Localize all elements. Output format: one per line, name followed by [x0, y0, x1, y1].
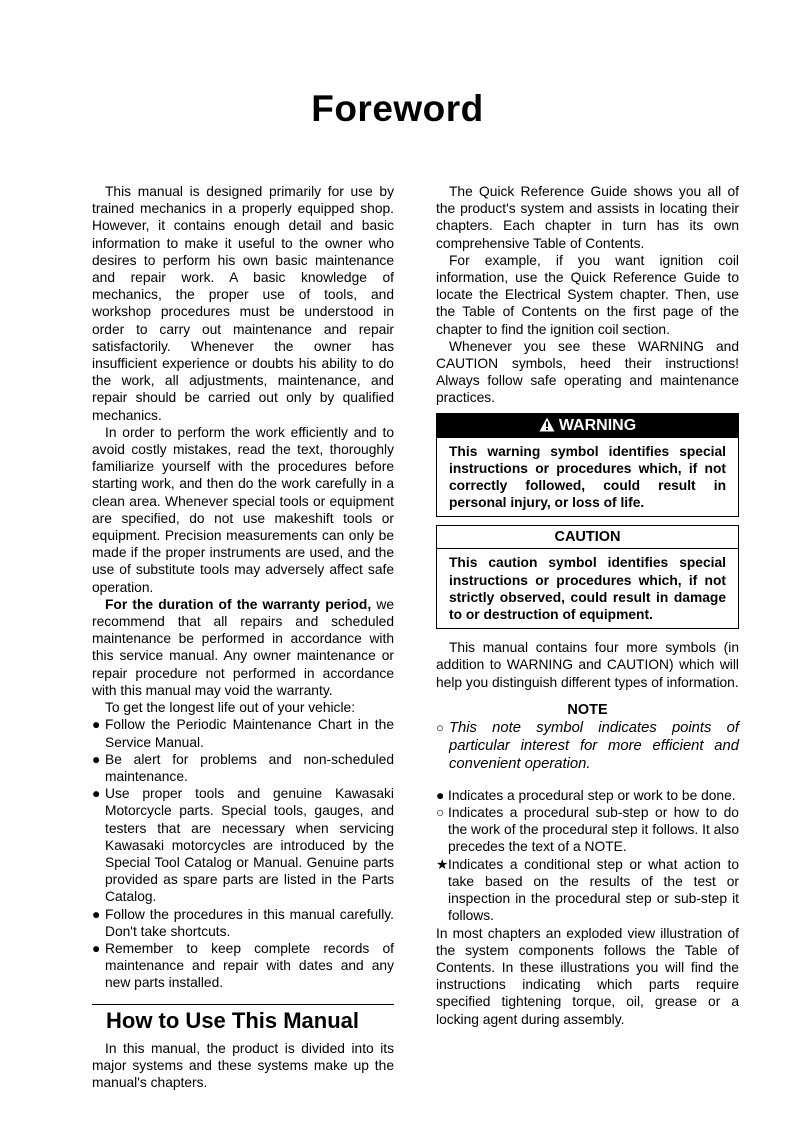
note-title: NOTE	[567, 701, 608, 718]
example-paragraph: For example, if you want ignition coil information, use the Quick Reference Guide to locate the Electrical System chapter. Then, use the Table of Contents on the first page of the chapter to find the ignition coil section.	[436, 252, 739, 337]
circle-icon: ○	[436, 805, 445, 821]
page-title: Foreword	[311, 88, 484, 129]
circle-icon: ○	[436, 719, 444, 735]
four-symbols-paragraph: This manual contains four more symbols (in addition to WARNING and CAUTION) which will help you distinguish different types of information.	[436, 640, 739, 690]
bullet-icon: ●	[92, 751, 101, 767]
list-item-text: Be alert for problems and non-scheduled maintenance.	[105, 751, 394, 784]
section-paragraph: In this manual, the product is divided into its major systems and these systems make up the manual's chapters.	[92, 1040, 394, 1090]
list-item-text: Follow the Periodic Maintenance Chart in the Service Manual.	[105, 717, 394, 750]
quick-reference-paragraph: The Quick Reference Guide shows you all of the product's system and assists in locating their chapters. Each chapter in turn has its own comprehensive Table of Contents.	[436, 184, 739, 251]
warranty-bold-text: For the duration of the warranty period,	[105, 596, 372, 612]
warranty-paragraph	[92, 596, 394, 699]
bullet-icon: ●	[92, 940, 101, 956]
exploded-view-paragraph: In most chapters an exploded view illustration of the system components follows the Table of Contents. In these illustrations you will find the instructions indicating which parts require specified tightening torque, oil, grease or a locking agent during assembly.	[436, 925, 739, 1027]
left-column	[92, 183, 394, 1091]
list-item	[92, 751, 394, 785]
warning-text: This warning symbol identifies special instructions or procedures which, if not correctly followed, could result in personal injury, or loss of life.	[449, 443, 726, 511]
note-text: This note symbol indicates points of particular interest for more efficient and convenient operation.	[449, 719, 739, 772]
list-item-text: Indicates a procedural sub-step or how to do the work of the procedural step it follows. It also precedes the text of a NOTE.	[448, 805, 739, 855]
warning-box	[436, 413, 739, 518]
bullet-icon: ●	[92, 906, 101, 922]
bullet-icon: ●	[92, 717, 101, 733]
section-heading: How to Use This Manual	[92, 1004, 394, 1034]
list-item	[92, 785, 394, 905]
note-text-block	[436, 719, 739, 773]
caution-text: This caution symbol identifies special instructions or procedures which, if not strictly observed, could result in damage to or destruction of equipment.	[449, 555, 726, 623]
list-item	[92, 716, 394, 750]
list-item	[92, 940, 394, 992]
list-item	[436, 856, 739, 925]
list-item-text: Follow the procedures in this manual carefully. Don't take shortcuts.	[105, 906, 394, 939]
efficiency-paragraph: In order to perform the work efficiently and to avoid costly mistakes, read the text, thoroughly familiarize yourself with the procedures before starting work, and then do the work carefully in a clean area. Whenever special tools or equipment are specified, do not use makeshift tools or equipment. Precision measurements can only be made if the proper instruments are used, and the use of substitute tools may adversely affect safe operation.	[92, 424, 394, 595]
warning-title: WARNING	[558, 416, 637, 434]
right-column	[436, 183, 739, 1028]
list-item-text: Remember to keep complete records of maintenance and repair with dates and any new parts installed.	[105, 940, 394, 991]
list-item	[92, 906, 394, 940]
symbols-paragraph: Whenever you see these WARNING and CAUTION symbols, heed their instructions! Always follow safe operating and maintenance practices.	[436, 338, 739, 406]
list-item-text: Indicates a conditional step or what action to take based on the results of the test or inspection in the procedural step or sub-step it follows.	[448, 856, 739, 924]
list-item-text: Indicates a procedural step or work to be done.	[448, 787, 736, 803]
bullet-icon: ●	[92, 786, 101, 802]
list-item-text: Use proper tools and genuine Kawasaki Motorcycle parts. Special tools, gauges, and testers that are necessary when servicing Kawasaki motorcycles are introduced by the Special Tool Catalog or Manual. Genuine parts provided as spare parts are listed in the Parts Catalog.	[105, 786, 394, 905]
list-item	[436, 804, 739, 856]
warranty-text: we recommend that all repairs and scheduled maintenance be performed in accordance with this service manual. Any owner maintenance or repair procedure not performed in accordance with this manual may void the warranty.	[92, 596, 394, 698]
caution-title: CAUTION	[437, 526, 738, 549]
advice-list	[92, 716, 394, 991]
intro-paragraph: This manual is designed primarily for use by trained mechanics in a properly equipped shop. However, it contains enough detail and basic information to make it useful to the owner who desires to perform his own basic maintenance and repair work. A basic knowledge of mechanics, the proper use of tools, and workshop procedures must be understood in order to carry out maintenance and repair satisfactorily. Whenever the owner has insufficient experience or doubts his ability to do the work, all adjustments, maintenance, and repair should be carried out only by qualified mechanics.	[92, 184, 394, 423]
symbol-list	[436, 787, 739, 925]
bullet-icon: ●	[436, 787, 445, 803]
list-item	[436, 787, 739, 804]
warning-triangle-icon	[539, 417, 555, 432]
caution-box	[436, 525, 739, 629]
longest-life-paragraph: To get the longest life out of your vehicle:	[105, 700, 356, 716]
warning-header	[437, 414, 738, 438]
star-icon: ★	[436, 856, 449, 872]
